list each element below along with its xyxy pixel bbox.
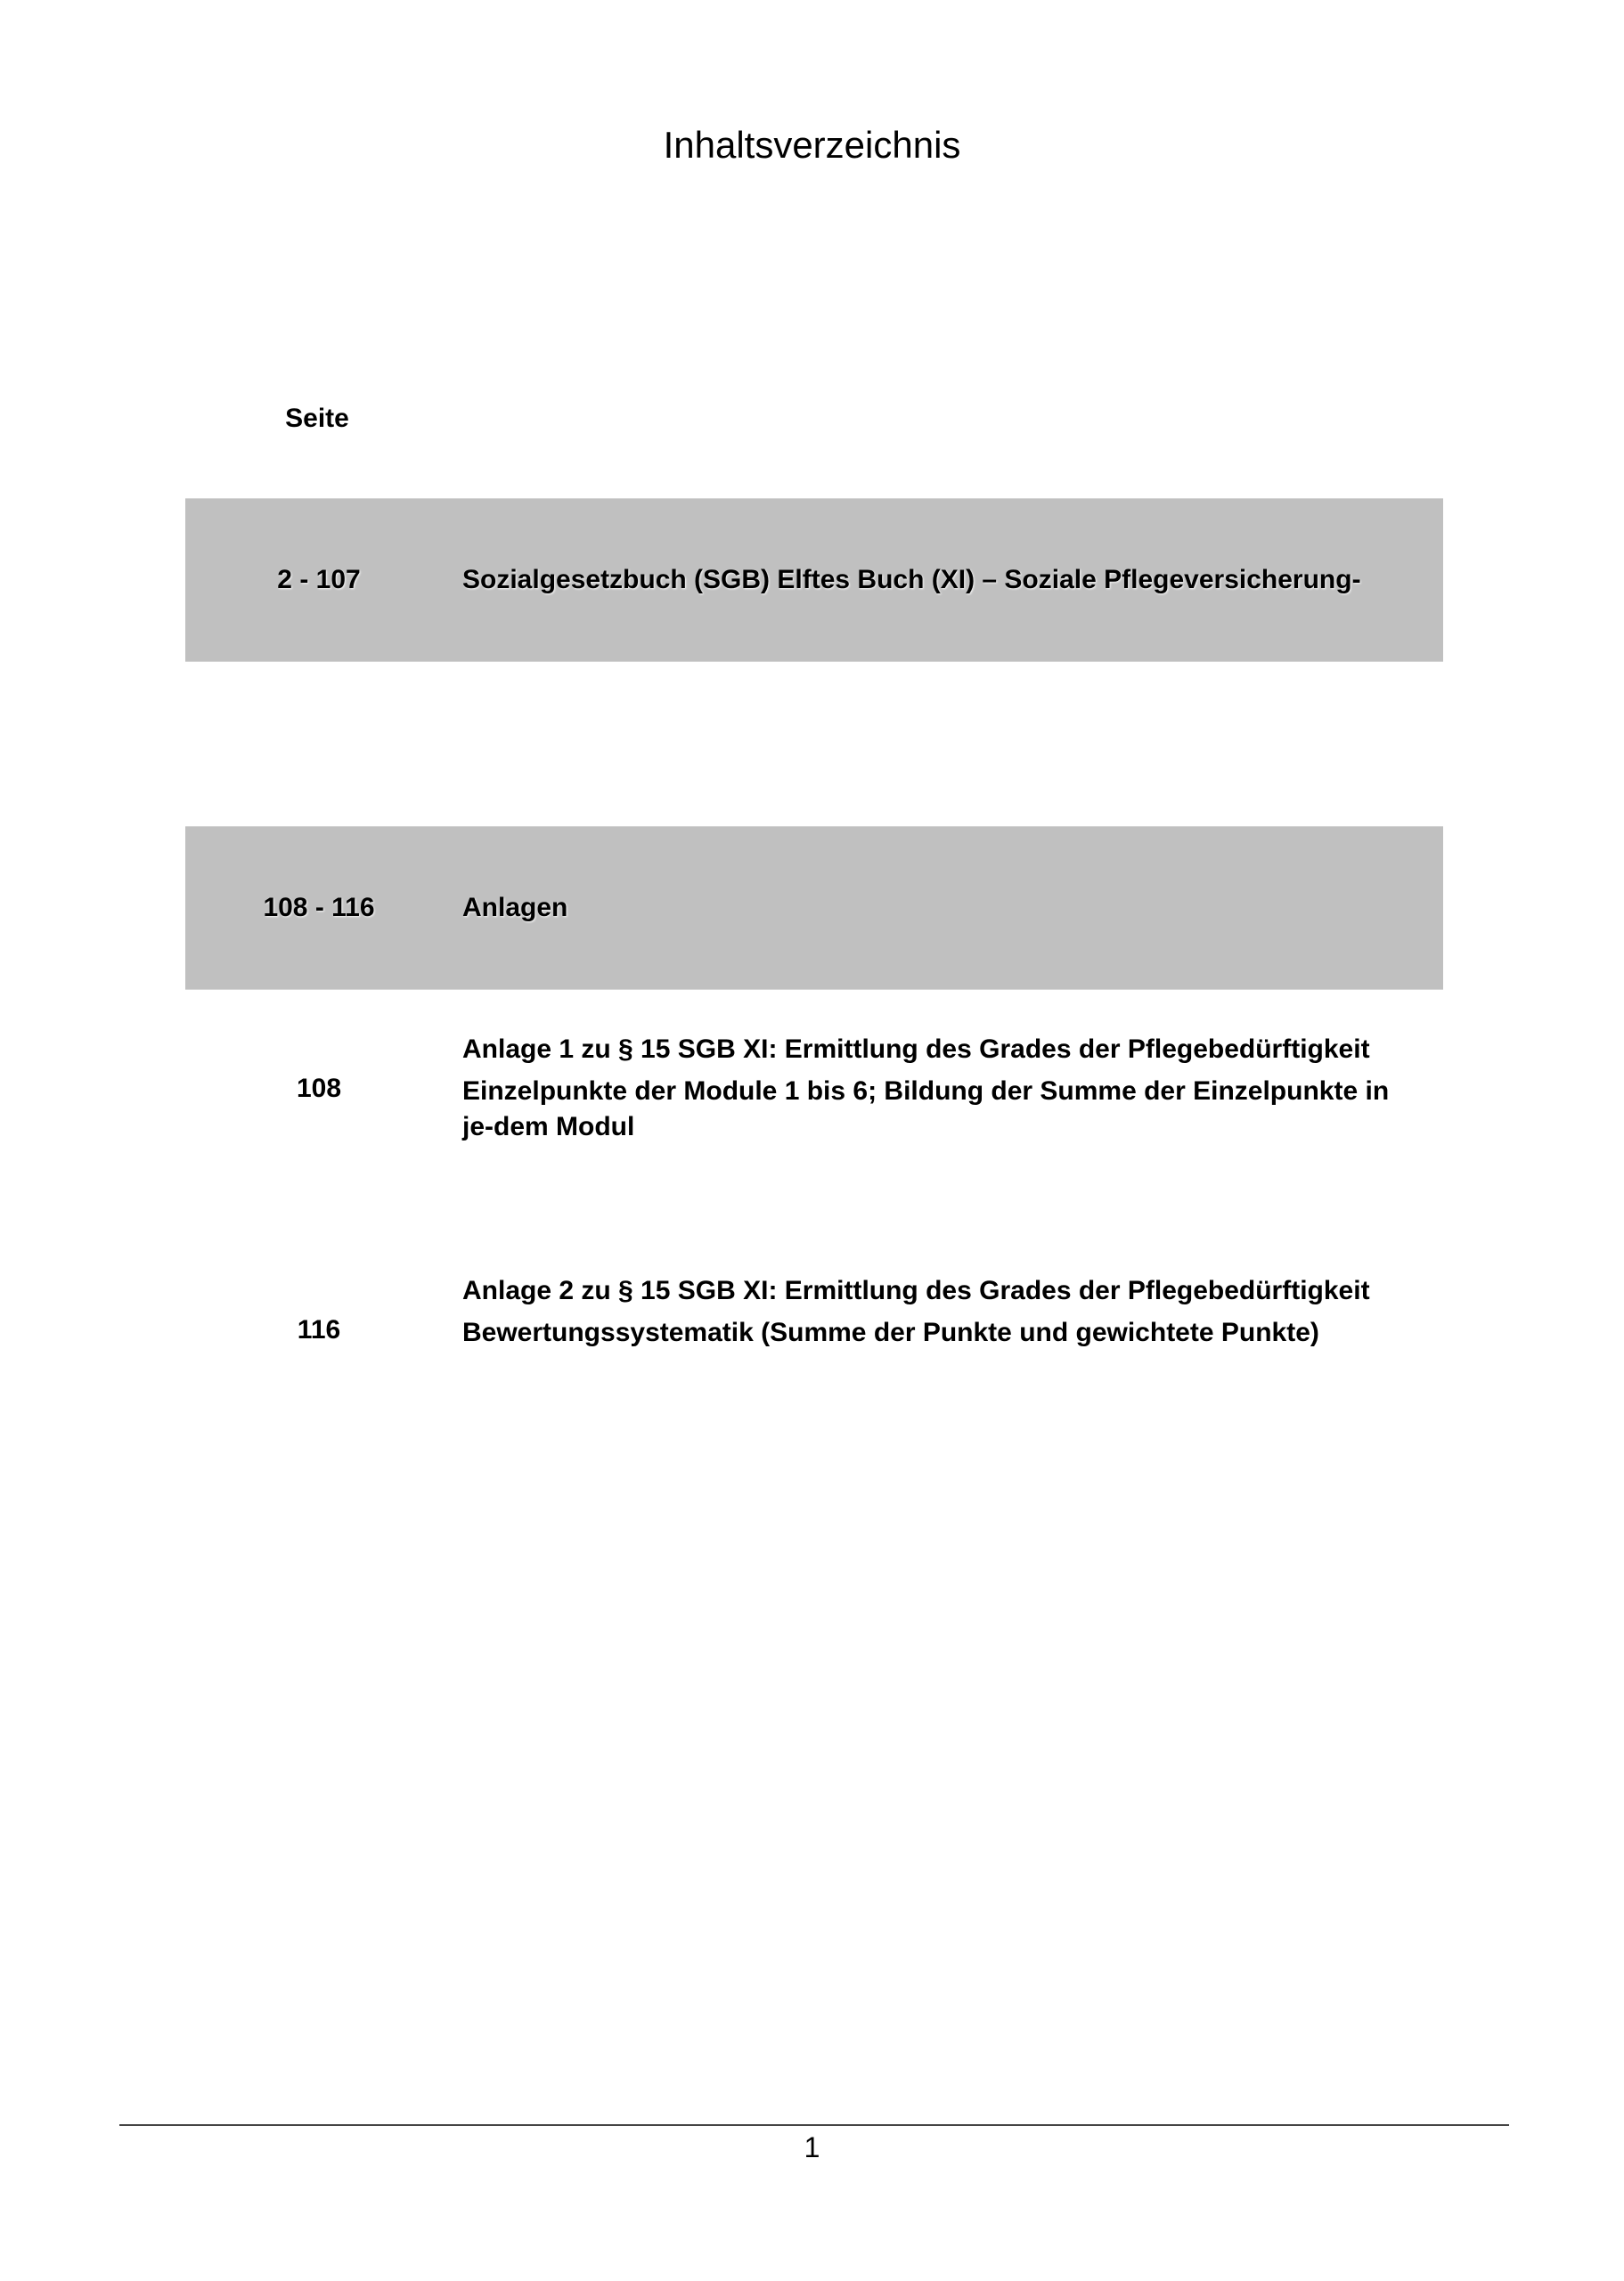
entry-page-number: 116 <box>297 1315 341 1345</box>
entry-title: Anlage 1 zu § 15 SGB XI: Ermittlung des Grades der Pflegebedürftigkeit <box>462 1034 1370 1064</box>
section-page-range: 108 - 116 <box>263 893 375 922</box>
entry-title: Anlage 2 zu § 15 SGB XI: Ermittlung des Grades der Pflegebedürftigkeit <box>462 1276 1370 1305</box>
section-title: Sozialgesetzbuch (SGB) Elftes Buch (XI) – Soziale Pflegeversicherung- <box>462 565 1361 594</box>
footer-page-number: 1 <box>804 2131 820 2163</box>
entry-text <box>462 1032 1424 1145</box>
toc-section-anlagen[interactable] <box>185 826 1443 990</box>
footer-divider <box>119 2124 1509 2126</box>
page-column-header: Seite <box>285 404 349 433</box>
entry-text <box>462 1273 1424 1351</box>
toc-section-sgb-xi[interactable] <box>185 498 1443 662</box>
section-page-range: 2 - 107 <box>277 565 361 594</box>
entry-description: Einzelpunkte der Module 1 bis 6; Bildung der Summe der Einzelpunkte in je-dem Modul <box>462 1076 1390 1141</box>
section-title: Anlagen <box>462 893 568 922</box>
document-title: Inhaltsverzeichnis <box>663 124 961 166</box>
entry-page-number: 108 <box>296 1074 342 1103</box>
entry-description: Bewertungssystematik (Summe der Punkte und gewichtete Punkte) <box>462 1318 1319 1347</box>
